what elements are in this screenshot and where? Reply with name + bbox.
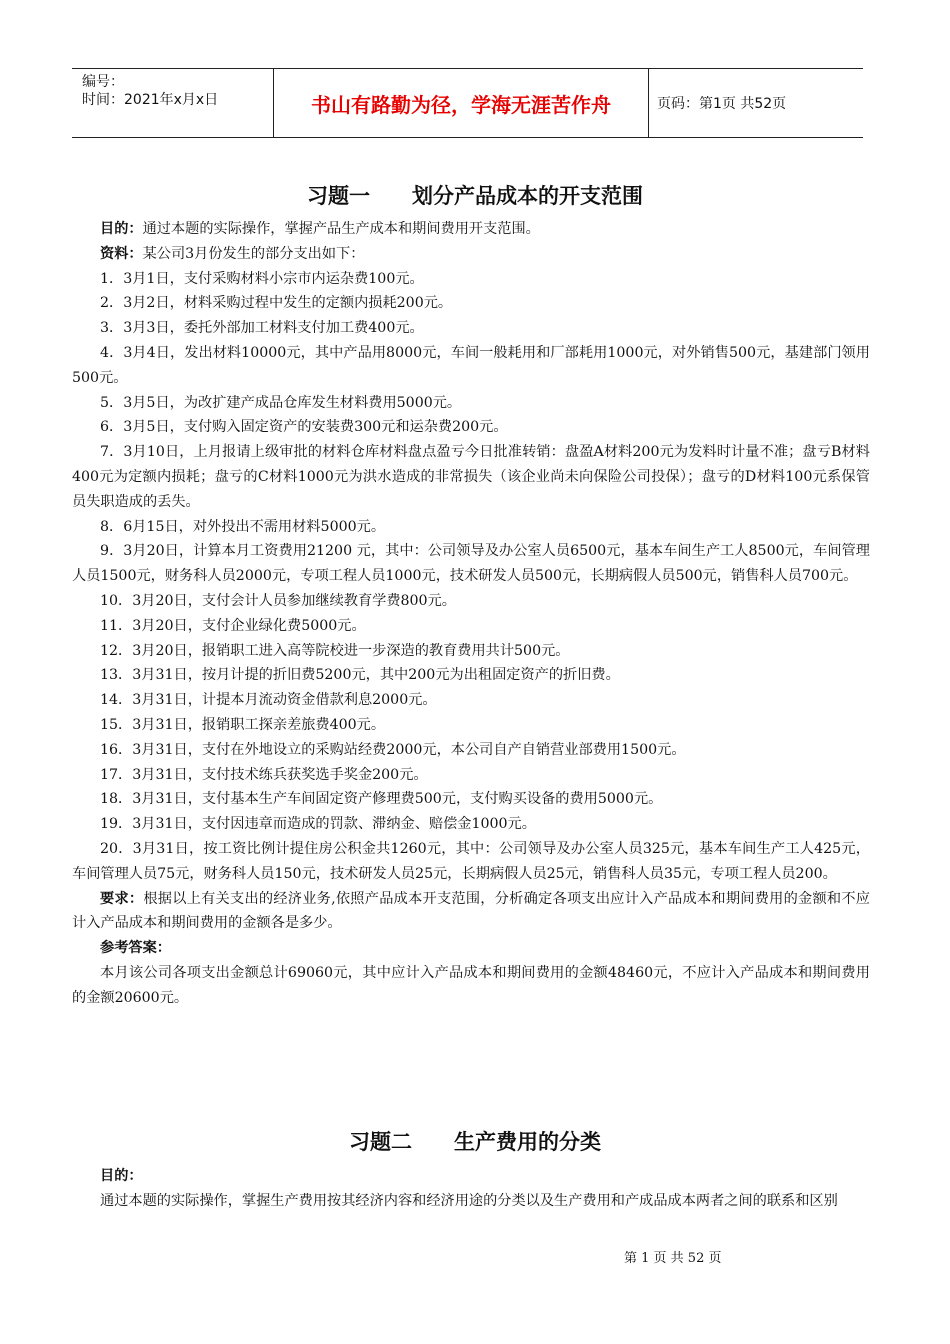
requirement-paragraph	[72, 887, 870, 937]
list-item: 16．3月31日，支付在外地设立的采购站经费2000元，本公司自产自销营业部费用1500元。	[100, 741, 686, 758]
answer-label-paragraph	[72, 936, 870, 961]
list-item: 15．3月31日，报销职工探亲差旅费400元。	[100, 716, 386, 733]
exercise-1-title	[0, 180, 950, 210]
header-meta	[72, 69, 274, 137]
list-item: 4．3月4日，发出材料10000元，其中产品用8000元，车间一般耗用和厂部耗用1000元，对外销售500元，基建部门领用500元。	[72, 344, 870, 386]
data-text: 某公司3月份发生的部分支出如下：	[142, 245, 365, 262]
list-item: 13．3月31日，按月计提的折旧费5200元，其中200元为出租固定资产的折旧费。	[100, 667, 620, 684]
list-item: 12．3月20日，报销职工进入高等院校进一步深造的教育费用共计500元。	[100, 642, 570, 659]
purpose-label-paragraph	[72, 1164, 870, 1189]
list-item: 9．3月20日，计算本月工资费用21200 元，其中：公司领导及办公室人员6500元，基本车间生产工人8500元，车间管理人员1500元，财务科人员2000元，专项工程人员1000元，技术研发人员500元，长期病假人员500元，销售科人员700元。	[72, 543, 870, 585]
list-item: 2．3月2日，材料采购过程中发生的定额内损耗200元。	[100, 295, 453, 312]
list-item: 10．3月20日，支付会计人员参加继续教育学费800元。	[100, 592, 456, 609]
list-item: 3．3月3日，委托外部加工材料支付加工费400元。	[100, 320, 424, 337]
purpose-paragraph	[72, 217, 870, 242]
exercise-1-number: 习题一	[307, 184, 370, 208]
list-item: 5．3月5日，为改扩建产成品仓库发生材料费用5000元。	[100, 394, 462, 411]
requirement-label: 要求：	[100, 890, 144, 907]
exercise-1-topic: 划分产品成本的开支范围	[412, 184, 643, 208]
purpose-text: 通过本题的实际操作，掌握生产费用按其经济内容和经济用途的分类以及生产费用和产成品成本两者之间的联系和区别	[100, 1192, 838, 1209]
data-label: 资料：	[100, 245, 143, 262]
list-item: 20．3月31日，按工资比例计提住房公积金共1260元，其中：公司领导及办公室人员325元，基本车间生产工人425元，车间管理人员75元，财务科人员150元，技术研发人员25元，长期病假人员25元，销售科人员35元，专项工程人员200。	[72, 840, 870, 882]
page-header	[72, 68, 863, 138]
exercise-1-body	[72, 217, 870, 1011]
exercise-2-body	[72, 1164, 870, 1214]
list-item: 6．3月5日，支付购入固定资产的安装费300元和运杂费200元。	[100, 419, 508, 436]
header-motto: 书山有路勤为径，学海无涯苦作舟	[274, 69, 649, 137]
data-paragraph	[72, 242, 870, 267]
purpose-label: 目的：	[100, 221, 143, 237]
exercise-2-number: 习题二	[349, 1130, 412, 1154]
answer-text: 本月该公司各项支出金额总计69060元，其中应计入产品成本和期间费用的金额48460元，不应计入产品成本和期间费用的金额20600元。	[72, 964, 870, 1006]
list-item: 17．3月31日，支付技术练兵获奖选手奖金200元。	[100, 766, 428, 783]
purpose-label: 目的：	[100, 1168, 143, 1184]
purpose-text: 通过本题的实际操作，掌握产品生产成本和期间费用开支范围。	[142, 221, 540, 237]
list-item: 11．3月20日，支付企业绿化费5000元。	[100, 617, 366, 634]
exercise-2-title	[0, 1126, 950, 1156]
number-label: 编号：	[82, 74, 124, 90]
list-item: 7．3月10日，上月报请上级审批的材料仓库材料盘点盈亏今日批准转销：盘盈A材料200元为发料时计量不准；盘亏B材料400元为定额内损耗；盘亏的C材料1000元为洪水造成的非常损失（该企业尚未向保险公司投保）；盘亏的D材料100元系保管员失职造成的丢失。	[72, 444, 870, 510]
header-page-number: 页码：第1页 共52页	[657, 96, 787, 112]
exercise-2-topic: 生产费用的分类	[454, 1130, 601, 1154]
list-item: 19．3月31日，支付因违章而造成的罚款、滞纳金、赔偿金1000元。	[100, 816, 536, 833]
list-item: 14．3月31日，计提本月流动资金借款利息2000元。	[100, 692, 437, 709]
answer-label: 参考答案：	[100, 940, 171, 957]
time-label: 时间：2021年x月x日	[82, 92, 219, 108]
list-item: 1．3月1日，支付采购材料小宗市内运杂费100元。	[100, 270, 424, 287]
list-item: 8．6月15日，对外投出不需用材料5000元。	[100, 518, 386, 535]
page-footer: 第 1 页 共 52 页	[624, 1251, 722, 1266]
list-item: 18．3月31日，支付基本生产车间固定资产修理费500元，支付购买设备的费用5000元。	[100, 791, 663, 808]
requirement-text: 根据以上有关支出的经济业务,依照产品成本开支范围，分析确定各项支出应计入产品成本和期间费用的金额和不应计入产品成本和期间费用的金额各是多少。	[72, 890, 870, 932]
